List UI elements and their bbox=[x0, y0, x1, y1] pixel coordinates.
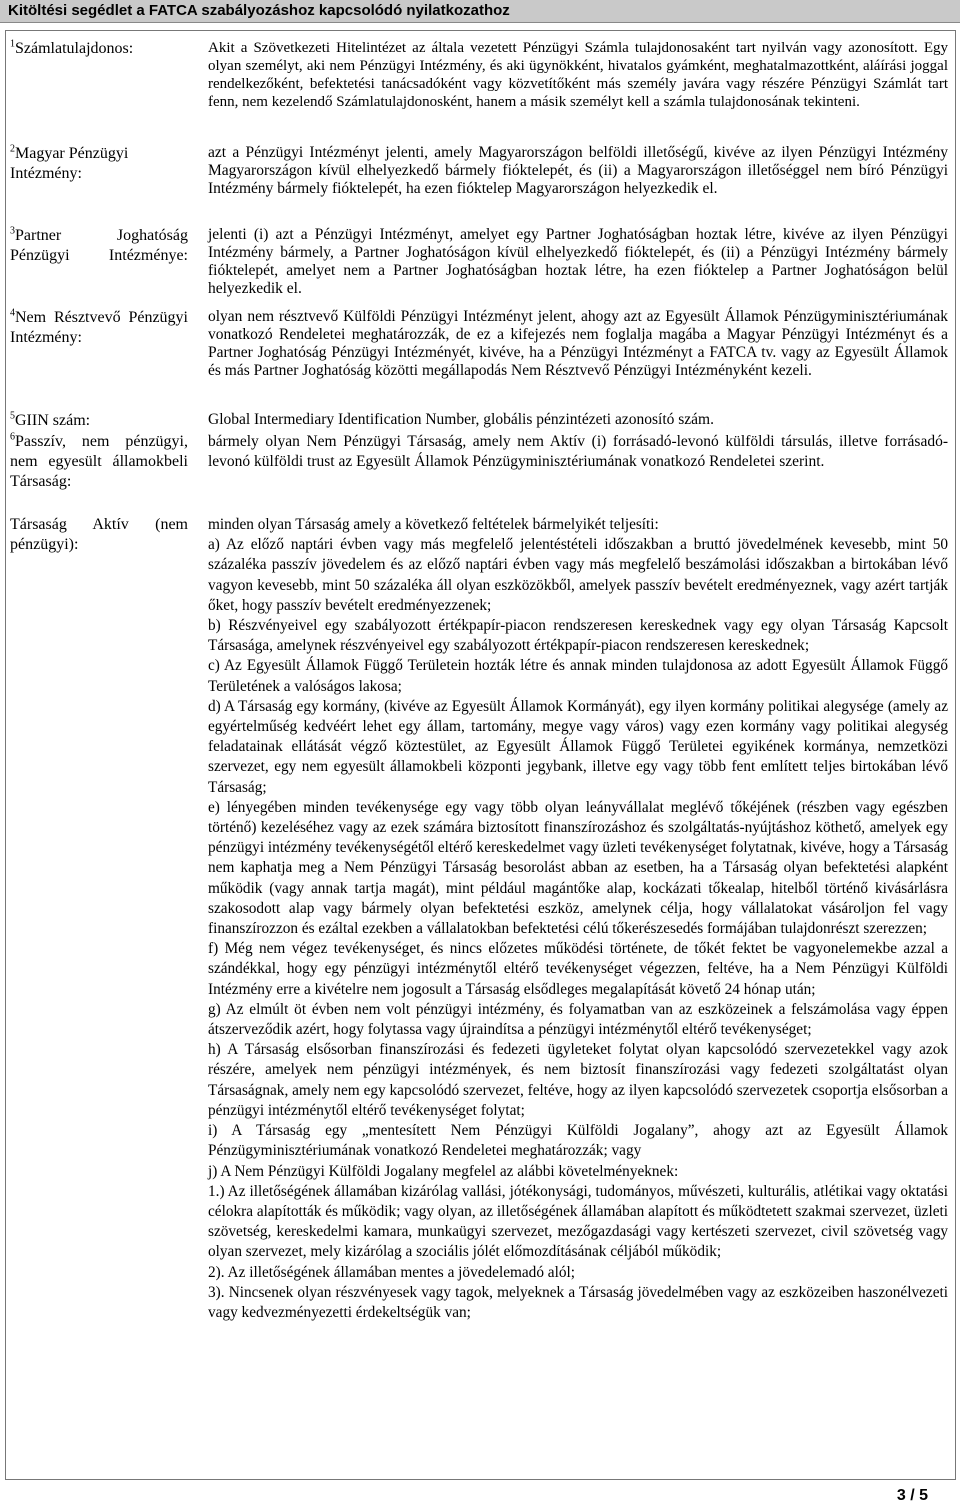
entry-term bbox=[10, 39, 188, 59]
entry-definition: jelenti (i) azt a Pénzügyi Intézményt, amelyet egy Partner Joghatóságban hoztak létre, kivéve az ilyen Pénzügyi Intézmény bármely, a Partner Joghatóságon kívül elhelyezkedő fióktelepét, és (ii) a Pénzügyi Intézmény bármely fióktelepét, amelyet nem a Partner Joghatóságban hoztak létre, ha ezen fióktelep a Partner Joghatóságon belül helyezkedik el. bbox=[208, 226, 948, 297]
condition-j-1: 1.) Az illetőségének államában kizárólag vallási, jótékonysági, tudományos, művészeti, kulturális, atlétikai vagy oktatási célokra alapították és működik; vagy olyan, az illetőségének államában alapított és működtetett szakmai szervezet, üzleti szövetség, kereskedelmi kamara, munkaügyi szervezet, mezőgazdasági vagy kertészeti szervezet, civil szövetség vagy olyan szervezet, mely kizárólag a szociális jólét előmozdításának céljából működik; bbox=[208, 1182, 948, 1261]
condition-c: c) Az Egyesült Államok Függő Területein hozták létre és annak minden tulajdonosa az adott Egyesült Államok Függő Területének a valóságos lakosa; bbox=[208, 657, 948, 695]
condition-b: b) Részvényeivel egy szabályozott értékpapír-piacon rendszeresen kereskednek vagy egy olyan Társaság Kapcsolt Társasága, amelynek részvényeivel egy szabályozott értékpapír-piacon rendszeresen kereskednek; bbox=[208, 617, 948, 655]
term-label: Partner Joghatóság Pénzügyi Intézménye: bbox=[10, 227, 188, 264]
term-label: Nem Résztvevő Pénzügyi Intézmény: bbox=[10, 309, 188, 346]
footnote-number: 6 bbox=[10, 431, 15, 443]
term-label: GIIN szám: bbox=[15, 412, 91, 429]
term-label: Passzív, nem pénzügyi, nem egyesült államokbeli Társaság: bbox=[10, 433, 188, 490]
entry-definition: Akit a Szövetkezeti Hitelintézet az általa vezetett Pénzügyi Számla tulajdonosaként tart nyilván vagy azonosított. Egy olyan személyt, aki nem Pénzügyi Intézmény, és aki ügynökként, hivatalos gyámként, meghatalmazottként, aláírási joggal rendelkezőként, befektetési tanácsadóként vagy közvetítőként más személy javára vagy részére Pénzügyi Számlát tart fenn, nem kezelendő Számlatulajdonosként, hanem a másik személyt kell a számla tulajdonosának tekinteni. bbox=[208, 40, 948, 110]
term-label: Társaság Aktív (nem pénzügyi): bbox=[10, 516, 188, 553]
term-label: Számlatulajdonos: bbox=[15, 40, 134, 57]
page-number: 3 / 5 bbox=[896, 1487, 928, 1504]
condition-intro: minden olyan Társaság amely a következő feltételek bármelyikét teljesíti: bbox=[208, 516, 659, 533]
entry-term bbox=[10, 432, 188, 492]
footnote-number: 3 bbox=[10, 225, 15, 237]
document-title: Kitöltési segédlet a FATCA szabályozáshoz kapcsolódó nyilatkozathoz bbox=[8, 2, 510, 19]
entry-term bbox=[10, 515, 188, 555]
document-header bbox=[0, 0, 960, 23]
entry-definition: Global Intermediary Identification Number, globális pénzintézeti azonosító szám. bbox=[208, 411, 714, 428]
entry-term bbox=[10, 226, 188, 266]
entry-definition: olyan nem résztvevő Külföldi Pénzügyi Intézményt jelent, ahogy azt az Egyesült Államok Pénzügyminisztériumának vonatkozó Rendeletei meghatározzák, de ez a kifejezés nem foglalja magába a Magyar Pénzügyi Intézményt és a Partner Joghatóság Pénzügyi Intézményét, kivéve, ha a Pénzügyi Intézményt a FATCA tv. vagy az Egyesült Államok és más Partner Joghatóság közötti megállapodás Nem Résztvevő Pénzügyi Intézményként kezeli. bbox=[208, 308, 948, 379]
entry-term bbox=[10, 308, 188, 348]
condition-i: i) A Társaság egy „mentesített Nem Pénzügyi Külföldi Jogalany”, ahogy azt az Egyesült Államok Pénzügyminisztériumának vonatkozó Rendeletei meghatározzák; vagy bbox=[208, 1122, 948, 1160]
entry-definition bbox=[208, 515, 948, 1323]
condition-d: d) A Társaság egy kormány, (kivéve az Egyesült Államok Kormányát), egy ilyen kormány politikai alegysége (amely az egyértelműség kedvéért lehet egy állam, tartomány, megye vagy város) vagy ezen kormány vagy politikai alegység feladatainak ellátását végző köztestület, az Egyesült Államok Függő Területei egyikének kormánya, nemzetközi szervezet, egy nem egyesült államokbeli központi jegybank, illetve egy vagy több fent említett teljes birtokában lévő Társaság; bbox=[208, 697, 948, 796]
footnote-number: 1 bbox=[10, 38, 15, 50]
condition-e: e) lényegében minden tevékenysége egy vagy több olyan leányvállalat meglévő tőkéjének (részben vagy egészben történő) kezeléséhez vagy az ezek számára biztosított finanszírozáshoz és szolgáltatás-nyújtáshoz köthető, amelyek egy pénzügyi intézmény tevékenységétől eltérő kereskedelmet vagy üzleti tevékenységet folytatnak, kivéve, hogy a Társaság nem kaphatja meg a Nem Pénzügyi Társaság besorolást abban az esetben, ha a Társaság olyan befektetési alapként működik (vagy annak tartja magát), mint például magántőke alap, kockázati tőkealap, hitelből történő kivásárlásra szakosodott alap vagy bármely olyan befektetési eszköz, amelynek célja, hogy vállalatokat vásároljon fel vagy finanszírozzon és ezáltal ezekben a vállalatokban befektetési célú tőkerészesedés formájában tulajdonrészt szerezzen; bbox=[208, 798, 948, 938]
footnote-number: 2 bbox=[10, 143, 15, 155]
condition-h: h) A Társaság elsősorban finanszírozási és fedezeti ügyleteket folytat olyan kapcsolódó szervezetekkel vagy azok részére, amelyek nem pénzügyi intézmények, és nem biztosít finanszírozási vagy fedezeti szolgáltatást olyan Társaságnak, amely nem egy kapcsolódó szervezet, feltéve, hogy az ilyen kapcsolódó szervezetek csoportja elsősorban a pénzügyi intézménytől eltérő tevékenységet folytat; bbox=[208, 1041, 948, 1119]
condition-g: g) Az elmúlt öt évben nem volt pénzügyi intézmény, és folyamatban van az eszközeinek a felszámolása vagy éppen átszerveződik azért, hogy folytassa vagy újraindítsa a pénzügyi intézménytől eltérő tevékenységet; bbox=[208, 1000, 948, 1039]
entry-term bbox=[10, 411, 188, 431]
condition-a: a) Az előző naptári évben vagy más megfelelő jelentéstételi időszakban a bruttó jövedelmének kevesebb, mint 50 százaléka passzív jövedelem és az előző naptári évben vagy más megfelelő beszámolási időszakban a birtokában lévő vagyon kevesebb, mint 50 százaléka áll olyan eszközökből, amelyek passzív bevételt eredményeznek, vagy azért tartják őket, hogy passzív bevételt eredményezzenek; bbox=[208, 536, 948, 614]
term-label: Magyar Pénzügyi Intézmény: bbox=[10, 145, 129, 182]
condition-j-3: 3). Nincsenek olyan részvényesek vagy tagok, melyeknek a Társaság jövedelmében vagy az eszközeiben haszonélvezeti vagy kedvezményezetti érdekeltségük van; bbox=[208, 1283, 948, 1321]
condition-j-2: 2). Az illetőségének államában mentes a jövedelemadó alól; bbox=[208, 1263, 575, 1281]
condition-j: j) A Nem Pénzügyi Külföldi Jogalany megfelel az alábbi követelményeknek: bbox=[208, 1162, 679, 1180]
condition-f: f) Még nem végez tevékenységet, és nincs előzetes működési története, de tőkét fektet be vagyonelemekbe azzal a szándékkal, hogy egy pénzügyi intézménytől eltérő tevékenységet végezzen, feltéve, ha a Nem Pénzügyi Külföldi Intézmény erre a kivételre nem jogosult a Társaság elsődleges megalapítását követő 24 hónap után; bbox=[208, 940, 948, 998]
footnote-number: 4 bbox=[10, 307, 15, 319]
entry-term bbox=[10, 144, 188, 184]
footnote-number: 5 bbox=[10, 410, 15, 422]
entry-definition: azt a Pénzügyi Intézményt jelenti, amely Magyarországon belföldi illetőségű, kivéve az ilyen Pénzügyi Intézmény Magyarországon kívül elhelyezkedő bármely fióktelepét, és (ii) a Magyarországon illetőséggel nem bíró Pénzügyi Intézmény bármely fióktelepét, ha ezen fióktelep Magyarországon helyezkedik el. bbox=[208, 144, 948, 197]
entry-definition: bármely olyan Nem Pénzügyi Társaság, amely nem Aktív (i) forrásadó-levonó külföldi társulás, illetve forrásadó-levonó külföldi trust az Egyesült Államok Pénzügyminisztériumának vonatkozó Rendeletei szerint. bbox=[208, 433, 948, 470]
